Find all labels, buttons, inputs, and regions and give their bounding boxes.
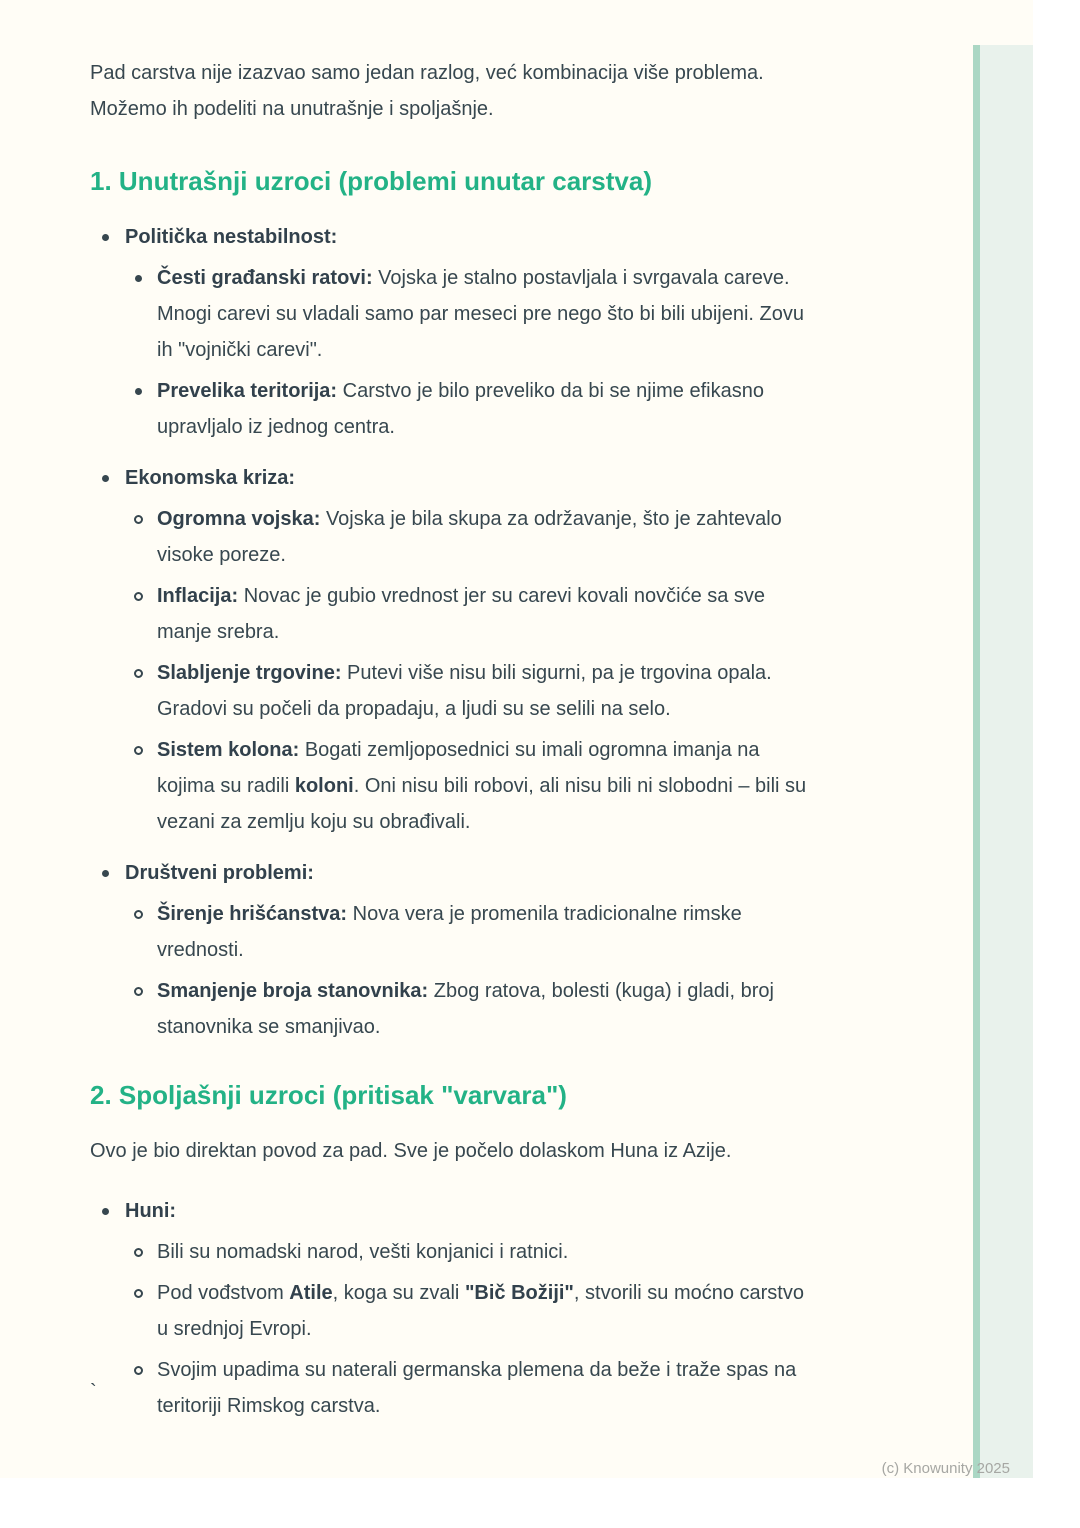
list-item	[90, 501, 840, 573]
page-right-margin	[1033, 0, 1080, 1528]
bullet-dot-icon	[102, 870, 109, 877]
circle-bullet-icon	[134, 669, 143, 678]
circle-bullet-icon	[134, 592, 143, 601]
list-item-text: Ogromna vojska: Vojska je bila skupa za održavanje, što je zahtevalo visoke poreze.	[157, 508, 782, 566]
list-item	[90, 655, 840, 727]
group-title-label: Ekonomska kriza:	[125, 467, 296, 489]
list-item-text: Inflacija: Novac je gubio vrednost jer su carevi kovali novčiće sa sve manje srebra.	[157, 585, 766, 643]
list-item	[90, 973, 840, 1045]
intro-paragraph: Pad carstva nije izazvao samo jedan razlog, već kombinacija više problema. Možemo ih podeliti na unutrašnje i spoljašnje.	[90, 62, 764, 120]
list-item-text: Česti građanski ratovi: Vojska je stalno postavljala i svrgavala careve. Mnogi carevi su vladali samo par meseci pre nego što bi bili ubijeni. Zovu ih "vojnički carevi".	[157, 267, 804, 361]
section-1-heading: 1. Unutrašnji uzroci (problemi unutar carstva)	[90, 166, 652, 196]
copyright-watermark: (c) Knowunity 2025	[881, 1460, 1010, 1477]
list-item-text: Slabljenje trgovine: Putevi više nisu bili sigurni, pa je trgovina opala. Gradovi su počeli da propadaju, a ljudi su se selili na selo.	[157, 662, 772, 720]
stray-backtick-character: `	[90, 1381, 97, 1403]
list-item-text: Svojim upadima su naterali germanska plemena da beže i traže spas na teritoriji Rimskog carstva.	[157, 1359, 797, 1417]
bullet-dot-icon	[135, 275, 142, 282]
circle-bullet-icon	[134, 1248, 143, 1257]
section-2-lead-paragraph: Ovo je bio direktan povod za pad. Sve je počelo dolaskom Huna iz Azije.	[90, 1140, 732, 1162]
group-drustveni-problemi	[90, 855, 840, 1045]
circle-bullet-icon	[134, 515, 143, 524]
circle-bullet-icon	[134, 910, 143, 919]
circle-bullet-icon	[134, 987, 143, 996]
accent-bar-light	[980, 45, 1033, 1478]
list-item	[90, 578, 840, 650]
bullet-dot-icon	[102, 234, 109, 241]
list-item	[90, 732, 840, 840]
list-item	[90, 1275, 840, 1347]
list-item	[90, 373, 840, 445]
list-item	[90, 260, 840, 368]
document-content	[90, 55, 840, 1439]
accent-bar-dark	[973, 45, 980, 1478]
list-item-text: Širenje hrišćanstva: Nova vera je promenila tradicionalne rimske vrednosti.	[157, 903, 742, 961]
group-title-label: Politička nestabilnost:	[125, 226, 338, 248]
group-title	[90, 1193, 840, 1229]
bullet-dot-icon	[135, 388, 142, 395]
bullet-dot-icon	[102, 1208, 109, 1215]
group-huni	[90, 1193, 840, 1424]
list-item	[90, 1234, 840, 1270]
group-politicka-nestabilnost	[90, 219, 840, 445]
list-item	[90, 896, 840, 968]
list-item-text: Prevelika teritorija: Carstvo je bilo preveliko da bi se njime efikasno upravljalo iz jednog centra.	[157, 380, 764, 438]
circle-bullet-icon	[134, 746, 143, 755]
group-title	[90, 219, 840, 255]
list-item-text: Sistem kolona: Bogati zemljoposednici su imali ogromna imanja na kojima su radili koloni. Oni nisu bili robovi, ali nisu bili ni slobodni – bili su vezani za zemlju koju su obrađivali.	[157, 739, 807, 833]
page-bottom-margin	[0, 1478, 1080, 1528]
list-item-text: Smanjenje broja stanovnika: Zbog ratova, bolesti (kuga) i gladi, broj stanovnika se smanjivao.	[157, 980, 774, 1038]
group-ekonomska-kriza	[90, 460, 840, 840]
group-title-label: Društveni problemi:	[125, 862, 314, 884]
group-title-label: Huni:	[125, 1200, 177, 1222]
list-item-text: Bili su nomadski narod, vešti konjanici i ratnici.	[157, 1241, 569, 1263]
list-item-text: Pod vođstvom Atile, koga su zvali "Bič Božiji", stvorili su moćno carstvo u srednjoj Evropi.	[157, 1282, 804, 1340]
circle-bullet-icon	[134, 1366, 143, 1375]
circle-bullet-icon	[134, 1289, 143, 1298]
group-title	[90, 460, 840, 496]
bullet-dot-icon	[102, 475, 109, 482]
list-item	[90, 1352, 840, 1424]
section-2-heading: 2. Spoljašnji uzroci (pritisak "varvara")	[90, 1080, 567, 1110]
group-title	[90, 855, 840, 891]
